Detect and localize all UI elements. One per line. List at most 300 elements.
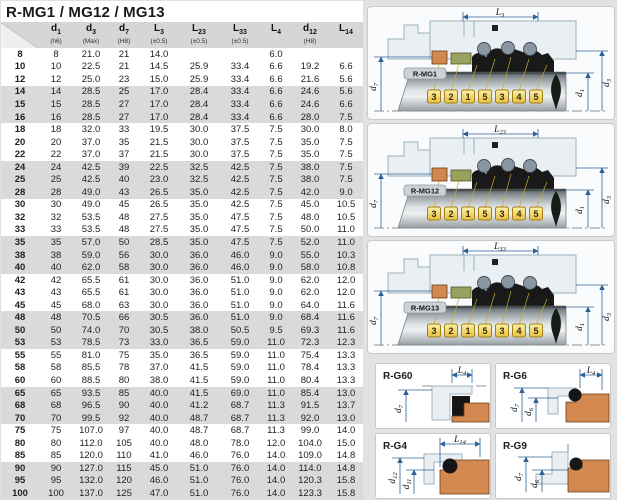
dim-label-d1: $d_1$ <box>575 89 586 97</box>
table-cell: 6.6 <box>269 111 283 123</box>
table-cell: 35.0 <box>189 236 209 248</box>
table-cell: 14.0 <box>266 475 286 487</box>
table-cell: 37.5 <box>230 124 250 136</box>
table-cell: 10 <box>50 61 62 73</box>
table-row <box>1 399 363 412</box>
column-header: $d_7$ (H8) <box>109 22 139 48</box>
table-cell: 15.8 <box>336 475 356 487</box>
table-cell: 14.0 <box>266 462 286 474</box>
table-cell: 85.5 <box>81 362 101 374</box>
table-cell: 30.0 <box>149 262 169 274</box>
table-cell: 38.0 <box>300 161 320 173</box>
dimension-table <box>1 22 363 500</box>
table-cell: 38 <box>50 249 62 261</box>
table-cell: 9.0 <box>269 262 283 274</box>
part-callouts <box>428 90 543 103</box>
page-title: R-MG1 / MG12 / MG13 <box>6 4 165 21</box>
table-cell: 110 <box>116 450 132 462</box>
table-cell: 35.0 <box>189 224 209 236</box>
table-cell: 48 <box>118 211 130 223</box>
table-header <box>1 22 363 48</box>
table-cell: 25 <box>118 86 130 98</box>
table-cell: 7.5 <box>339 136 353 148</box>
table-cell: 9.0 <box>269 249 283 261</box>
diagram-name: R-G60 <box>383 371 413 382</box>
table-cell: 41.5 <box>189 374 209 386</box>
table-cell: 100 <box>12 488 28 500</box>
table-cell: 30.0 <box>149 274 169 286</box>
table-cell: 13.3 <box>336 374 356 386</box>
table-cell: 7.5 <box>269 161 283 173</box>
table-cell: 11.0 <box>267 374 285 386</box>
table-cell: 80.4 <box>300 374 320 386</box>
diagram-name: R-MG12 <box>410 186 440 196</box>
table-cell: 59.0 <box>81 249 101 261</box>
table-cell: 49.0 <box>81 199 101 211</box>
table-cell: 30 <box>50 199 62 211</box>
table-cell: 104.0 <box>298 437 322 449</box>
table-cell: 41.5 <box>189 387 209 399</box>
column-header: $L_{14}$ <box>329 22 363 48</box>
table-cell: 78.0 <box>230 437 250 449</box>
diagram-name: R-MG13 <box>410 303 440 313</box>
seat-drawing-r-g6 <box>496 364 610 428</box>
table-cell: 96.5 <box>81 400 101 412</box>
table-cell: 16 <box>14 111 26 123</box>
table-cell: 53.5 <box>81 211 101 223</box>
table-cell: 48.7 <box>189 425 209 437</box>
dim-label-d6: $d_6$ <box>530 480 541 488</box>
table-cell: 28 <box>14 186 26 198</box>
dim-label-d1: $d_1$ <box>575 323 586 331</box>
table-cell: 36.0 <box>189 274 209 286</box>
dim-label-d7: $d_7$ <box>369 317 380 325</box>
table-cell: 12.0 <box>266 437 286 449</box>
column-header: $L_3$ (±0.5) <box>139 22 179 48</box>
dim-label-d7: $d_7$ <box>369 83 380 91</box>
table-cell: 85 <box>14 450 26 462</box>
table-cell: 46.0 <box>230 249 250 261</box>
table-cell: 32.0 <box>81 124 101 136</box>
spring-coil <box>524 43 537 56</box>
table-cell: 64.0 <box>300 299 320 311</box>
table-row <box>1 412 363 425</box>
table-cell: 48.0 <box>300 211 320 223</box>
table-cell: 9.0 <box>269 312 283 324</box>
table-cell: 10.3 <box>336 249 356 261</box>
table-cell: 13.0 <box>336 387 356 399</box>
table-cell: 30.0 <box>149 249 169 261</box>
table-cell: 58 <box>118 262 130 274</box>
table-cell: 28.4 <box>189 86 209 98</box>
callout-number: 3 <box>499 92 505 102</box>
table-cell: 38.0 <box>149 374 169 386</box>
table-row <box>1 311 363 324</box>
table-cell: 127.0 <box>79 462 103 474</box>
table-cell: 10.5 <box>336 211 356 223</box>
table-cell: 51.0 <box>189 475 209 487</box>
table-cell: 13.3 <box>336 349 356 361</box>
table-cell: 28.0 <box>300 111 320 123</box>
seat-drawing-r-g60 <box>376 364 490 428</box>
table-row <box>1 199 363 212</box>
callout-number: 5 <box>482 209 488 219</box>
table-cell: 11.0 <box>337 224 355 236</box>
table-cell: 14.8 <box>336 450 356 462</box>
set-screw <box>492 259 498 265</box>
table-cell: 132.0 <box>79 475 103 487</box>
table-cell: 35.0 <box>189 199 209 211</box>
table-cell: 9.0 <box>339 186 353 198</box>
table-cell: 35 <box>50 236 62 248</box>
table-cell: 97 <box>118 425 130 437</box>
callout-number: 1 <box>465 209 471 219</box>
table-cell <box>179 48 219 61</box>
table-cell: 58 <box>50 362 62 374</box>
column-header: $d_3$ (Max) <box>73 22 109 48</box>
table-cell: 50.0 <box>300 224 320 236</box>
table-cell: 24.6 <box>300 98 320 110</box>
table-cell: 43 <box>50 287 62 299</box>
table-cell: 17.0 <box>149 98 169 110</box>
table-cell: 43 <box>14 287 26 299</box>
table-cell: 85 <box>50 450 62 462</box>
table-cell: 28.4 <box>189 111 209 123</box>
table-cell: 70.5 <box>81 312 101 324</box>
table-cell: 35.0 <box>189 211 209 223</box>
table-cell: 27.5 <box>149 224 169 236</box>
seal-face-ring <box>451 170 471 181</box>
table-cell: 46.0 <box>149 475 169 487</box>
column-header: $L_{33}$ (±0.5) <box>219 22 261 48</box>
table-cell: 40.0 <box>149 425 169 437</box>
table-cell: 16 <box>50 111 62 123</box>
table-cell: 32.5 <box>189 161 209 173</box>
table-cell: 32 <box>50 211 62 223</box>
table-cell: 21.0 <box>81 48 101 60</box>
table-cell: 33.0 <box>149 337 169 349</box>
table-cell: 7.5 <box>339 149 353 161</box>
table-cell: 33.4 <box>230 61 250 73</box>
table-cell: 68 <box>50 400 62 412</box>
table-row <box>1 462 363 475</box>
dim-label-d7: $d_7$ <box>514 473 525 481</box>
table-cell: 58 <box>14 362 26 374</box>
seat-diagram-r-g6 <box>495 363 611 429</box>
column-header: $d_{12}$ (H8) <box>291 22 329 48</box>
table-cell: 25.9 <box>189 61 209 73</box>
table-cell: 60 <box>50 374 62 386</box>
table-cell: 95 <box>50 475 62 487</box>
callout-number: 5 <box>533 92 539 102</box>
table-cell: 18 <box>14 124 26 136</box>
table-cell: 51.0 <box>230 312 250 324</box>
table-row <box>1 324 363 337</box>
dim-label-length: $L_{33}$ <box>494 242 506 253</box>
callout-number: 5 <box>533 209 539 219</box>
table-cell: 22.5 <box>81 61 101 73</box>
table-row <box>1 487 363 500</box>
seat-ring <box>432 285 447 298</box>
table-cell: 56 <box>118 249 130 261</box>
table-header-row <box>1 22 363 48</box>
seat-diagram-r-g4 <box>375 433 491 499</box>
seal-diagram-panel <box>367 240 615 354</box>
table-cell: 8 <box>17 48 23 60</box>
part-callouts <box>428 207 543 220</box>
dim-label-l14: $L_{14}$ <box>454 435 466 446</box>
table-cell: 68.7 <box>230 425 250 437</box>
table-cell: 74.0 <box>81 324 101 336</box>
table-cell: 21 <box>118 48 130 60</box>
table-cell: 52.0 <box>300 236 320 248</box>
table-row <box>1 148 363 161</box>
table-cell: 88.5 <box>81 374 101 386</box>
table-cell: 59.0 <box>230 349 250 361</box>
table-row <box>1 224 363 237</box>
table-cell: 45.0 <box>149 462 169 474</box>
table-cell: 100 <box>48 488 64 500</box>
table-cell: 10.8 <box>336 262 356 274</box>
table-cell: 28.5 <box>149 236 169 248</box>
table-cell: 27.5 <box>149 211 169 223</box>
table-cell: 11.6 <box>337 312 355 324</box>
table-cell: 45 <box>118 199 130 211</box>
seal-diagram-panel <box>367 123 615 237</box>
table-cell: 7.5 <box>269 136 283 148</box>
dim-label-d6: $d_6$ <box>524 408 535 416</box>
table-cell: 42.5 <box>230 199 250 211</box>
callout-number: 3 <box>499 209 505 219</box>
table-cell: 40.0 <box>149 412 169 424</box>
table-cell: 76.0 <box>230 450 250 462</box>
table-row <box>1 337 363 350</box>
table-cell: 36.0 <box>189 287 209 299</box>
table-cell: 41.5 <box>189 362 209 374</box>
table-cell: 11.6 <box>337 324 355 336</box>
table-cell: 75.4 <box>300 349 320 361</box>
table-row <box>1 299 363 312</box>
table-cell: 22 <box>50 149 62 161</box>
table-cell: 33 <box>50 224 62 236</box>
seat-diagram-r-g60 <box>375 363 491 429</box>
table-cell: 30.0 <box>189 136 209 148</box>
table-cell: 42 <box>50 274 62 286</box>
diagram-name: R-G4 <box>383 441 407 452</box>
table-cell: 42.5 <box>230 161 250 173</box>
dim-label-length: $L_{23}$ <box>494 125 506 136</box>
table-row <box>1 387 363 400</box>
table-cell: 41.2 <box>189 400 209 412</box>
table-cell: 41.0 <box>149 450 169 462</box>
table-cell: 80 <box>14 437 26 449</box>
table-cell: 76.0 <box>230 488 250 500</box>
table-cell: 92.0 <box>300 412 320 424</box>
dim-label-d12: $d_{12}$ <box>388 472 399 484</box>
table-cell: 25.0 <box>81 73 101 85</box>
table-cell: 27 <box>118 98 130 110</box>
table-cell: 7.5 <box>269 149 283 161</box>
table-row <box>1 186 363 199</box>
table-cell: 6.6 <box>269 61 283 73</box>
table-cell: 38.0 <box>189 324 209 336</box>
table-cell: 28.5 <box>81 98 101 110</box>
table-cell: 59.0 <box>230 374 250 386</box>
table-cell: 65 <box>14 387 26 399</box>
table-cell: 72.3 <box>300 337 320 349</box>
table-cell: 115 <box>116 462 132 474</box>
table-cell: 137.0 <box>79 488 103 500</box>
column-header: $L_4$ <box>261 22 291 48</box>
table-cell: 7.5 <box>339 174 353 186</box>
table-cell: 7.5 <box>269 224 283 236</box>
table-cell: 6.6 <box>269 86 283 98</box>
table-cell: 21 <box>118 61 130 73</box>
table-cell: 19.2 <box>300 61 320 73</box>
table-cell: 37.0 <box>149 362 169 374</box>
table-row <box>1 123 363 136</box>
table-cell: 30.0 <box>300 124 320 136</box>
table-cell: 35 <box>14 236 26 248</box>
table-cell: 45.0 <box>300 199 320 211</box>
callout-number: 3 <box>431 326 437 336</box>
table-cell: 21.5 <box>149 136 169 148</box>
seal-cross-section-drawing <box>368 124 614 236</box>
dim-label-d7: $d_7$ <box>394 405 405 413</box>
table-cell: 78 <box>118 362 130 374</box>
table-cell: 11.0 <box>267 387 285 399</box>
spring-coil <box>524 277 537 290</box>
seal-face-ring <box>451 53 471 64</box>
table-cell: 40 <box>14 262 26 274</box>
table-cell: 80 <box>118 374 130 386</box>
table-cell: 22.5 <box>149 161 169 173</box>
table-cell: 73 <box>118 337 130 349</box>
table-cell: 46.0 <box>189 450 209 462</box>
table-cell: 7.5 <box>269 174 283 186</box>
callout-number: 5 <box>482 92 488 102</box>
table-cell: 76.0 <box>230 475 250 487</box>
table-cell: 11.0 <box>267 349 285 361</box>
table-cell: 26.5 <box>149 186 169 198</box>
seat-drawing-r-g4 <box>376 434 490 498</box>
table-cell: 50 <box>14 324 26 336</box>
table-cell: 46.0 <box>230 262 250 274</box>
column-header <box>1 22 39 48</box>
table-cell: 65 <box>50 387 62 399</box>
table-cell: 7.5 <box>339 111 353 123</box>
table-cell: 53 <box>50 337 62 349</box>
table-cell <box>219 48 261 61</box>
table-cell: 59.0 <box>230 337 250 349</box>
table-cell: 69.3 <box>300 324 320 336</box>
table-cell: 61 <box>118 287 130 299</box>
table-cell: 25 <box>14 174 26 186</box>
diagram-name: R-MG1 <box>412 69 438 79</box>
table-row <box>1 211 363 224</box>
table-cell: 36.0 <box>189 249 209 261</box>
table-cell: 11.3 <box>267 425 285 437</box>
table-cell: 10 <box>14 61 26 73</box>
table-cell: 14 <box>50 86 62 98</box>
table-cell: 17.0 <box>149 86 169 98</box>
table-cell: 37.0 <box>81 149 101 161</box>
table-cell: 48.0 <box>189 437 209 449</box>
table-row <box>1 111 363 124</box>
set-screw <box>492 142 498 148</box>
table-cell: 81.0 <box>81 349 101 361</box>
table-row <box>1 437 363 450</box>
table-cell: 30.0 <box>149 299 169 311</box>
table-cell: 12 <box>14 73 26 85</box>
callout-number: 2 <box>448 209 454 219</box>
table-cell: 40 <box>118 174 130 186</box>
table-cell: 6.6 <box>339 61 353 73</box>
dim-label-d3: $d_3$ <box>602 313 613 321</box>
callout-number: 5 <box>482 326 488 336</box>
table-cell: 32.5 <box>189 174 209 186</box>
seal-diagram-panel <box>367 6 615 120</box>
table-cell: 99.0 <box>300 425 320 437</box>
spring-coil <box>502 276 515 289</box>
table-cell: 22 <box>14 149 26 161</box>
table-cell: 114.0 <box>298 462 322 474</box>
table-cell: 42.5 <box>230 186 250 198</box>
table-cell: 28.5 <box>81 86 101 98</box>
table-cell: 33.4 <box>230 98 250 110</box>
dim-label-length: $L_3$ <box>495 8 505 19</box>
table-cell: 68.7 <box>230 412 250 424</box>
table-cell: 57.0 <box>81 236 101 248</box>
callout-number: 3 <box>431 209 437 219</box>
table-cell: 76.0 <box>230 462 250 474</box>
callout-number: 4 <box>516 326 522 336</box>
table-cell: 24 <box>14 161 26 173</box>
table-cell: 14.0 <box>336 425 356 437</box>
table-cell: 47.5 <box>230 211 250 223</box>
diagram-name: R-G9 <box>503 441 527 452</box>
diagram-name: R-G6 <box>503 371 527 382</box>
table-cell: 42.5 <box>81 174 101 186</box>
table-cell: 55 <box>14 349 26 361</box>
spring-coil <box>502 42 515 55</box>
table-cell: 38.0 <box>300 174 320 186</box>
table-cell: 43 <box>118 186 130 198</box>
table-cell: 62.0 <box>81 262 101 274</box>
table-cell: 5.6 <box>339 73 353 85</box>
table-cell: 120.3 <box>298 475 322 487</box>
table-cell: 68.4 <box>300 312 320 324</box>
table-cell: 69.0 <box>230 387 250 399</box>
table-cell: 48.7 <box>189 412 209 424</box>
table-cell: 70 <box>14 412 26 424</box>
table-cell: 70 <box>50 412 62 424</box>
o-ring <box>443 459 458 474</box>
table-cell: 37.5 <box>230 149 250 161</box>
table-cell: 19.5 <box>149 124 169 136</box>
table-row <box>1 173 363 186</box>
table-cell: 70 <box>118 324 130 336</box>
table-cell: 37 <box>118 149 130 161</box>
table-cell: 30.0 <box>189 149 209 161</box>
table-row <box>1 362 363 375</box>
table-cell: 12.0 <box>336 274 356 286</box>
table-cell: 25 <box>50 174 62 186</box>
o-ring <box>570 458 583 471</box>
table-cell: 9.0 <box>269 274 283 286</box>
table-cell: 37.5 <box>230 136 250 148</box>
table-cell: 65.5 <box>81 274 101 286</box>
